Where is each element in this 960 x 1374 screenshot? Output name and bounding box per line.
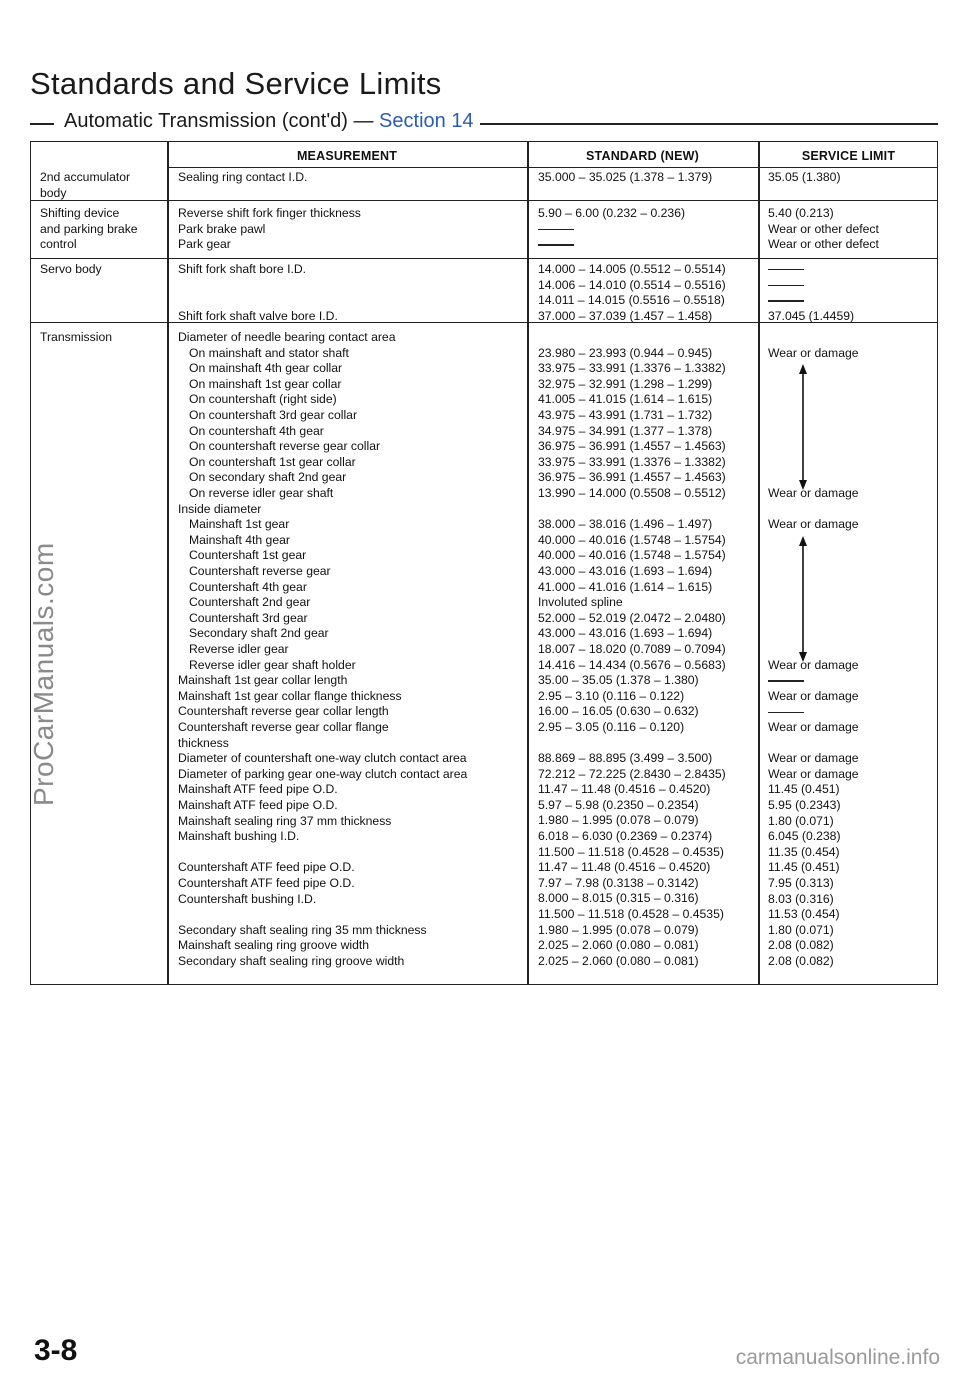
limit-shifting: 5.40 (0.213) Wear or other defect Wear or other defect bbox=[768, 206, 879, 252]
section-link[interactable]: Section 14 bbox=[379, 110, 474, 132]
measurement-needle-bearing-list: On mainshaft and stator shaft On mainshaft 4th gear collar On mainshaft 1st gear collar On countershaft (right side) On countershaft 3rd gear collar On countershaft 4th gear On countershaft reverse gear collar On countershaft 1st gear collar On secondary shaft 2nd gear On reverse idler gear shaft bbox=[189, 345, 381, 500]
header-rule bbox=[167, 167, 937, 168]
standard-inside-diameter: 38.000 – 38.016 (1.496 – 1.497) 40.000 – 40.016 (1.5748 – 1.5754) 40.000 – 40.016 (1.5748 – 1.5754) 43.000 – 43.016 (1.693 – 1.694) 41.000 – 41.016 (1.614 – 1.615) Involuted spline 52.000 – 52.019 (2.0472 – 2.0480) 43.000 – 43.016 (1.693 – 1.694) 18.007 – 18.020 (0.7089 – 0.7094) 14.416 – 14.434 (0.5676 – 0.5683) 35.00 – 35.05 (1.378 – 1.380) 2.95 – 3.10 (0.116 – 0.122) 16.00 – 16.05 (0.630 – 0.632) 2.95 – 3.05 (0.116 – 0.120) 88.869 – 88.895 (3.499 – 3.500) 72.212 – 72.225 (2.8430 – 2.8435) 11.47 – 11.48 (0.4516 – 0.4520) 5.97 – 5.98 (0.2350 – 0.2354) 1.980 – 1.995 (0.078 – 0.079) 6.018 – 6.030 (0.2369 – 0.2374) 11.500 – 11.518 (0.4528 – 0.4535) 11.47 – 11.48 (0.4516 – 0.4520) 7.97 – 7.98 (0.3138 – 0.3142) 8.000 – 8.015 (0.315 – 0.316) 11.500 – 11.518 (0.4528 – 0.4535) 1.980 – 1.995 (0.078 – 0.079) 2.025 – 2.060 (0.080 – 0.081) 2.025 – 2.060 (0.080 – 0.081) bbox=[538, 517, 726, 968]
limit-collar-flange: Wear or damage bbox=[768, 688, 859, 703]
standard-not-specified bbox=[538, 237, 574, 253]
limit-not-specified bbox=[768, 704, 804, 720]
standard-accumulator: 35.000 – 35.025 (1.378 – 1.379) bbox=[538, 170, 713, 184]
row-divider bbox=[31, 258, 937, 259]
component-accumulator: 2nd accumulator body bbox=[40, 170, 131, 200]
column-divider bbox=[527, 142, 529, 984]
standard-shifting: 5.90 – 6.00 (0.232 – 0.236) bbox=[538, 206, 686, 220]
header-standard: STANDARD (NEW) bbox=[586, 149, 699, 163]
measurement-shifting: Reverse shift fork finger thickness Park brake pawl Park gear bbox=[178, 206, 361, 252]
spec-table bbox=[30, 141, 938, 985]
limit-not-specified bbox=[768, 673, 804, 689]
component-transmission: Transmission bbox=[40, 330, 113, 344]
header-service-limit: SERVICE LIMIT bbox=[801, 149, 896, 163]
page-title: Standards and Service Limits bbox=[30, 66, 442, 101]
range-arrow-icon bbox=[796, 364, 810, 490]
column-divider bbox=[167, 142, 169, 984]
limit-not-specified bbox=[768, 293, 804, 309]
measurement-servo: Shift fork shaft bore I.D. Shift fork shaft valve bore I.D. bbox=[178, 262, 338, 323]
component-shifting-device: Shifting device and parking brake control bbox=[40, 206, 138, 252]
subtitle-text: Automatic Transmission (cont'd) — bbox=[64, 110, 374, 132]
measurement-accumulator: Sealing ring contact I.D. bbox=[178, 170, 308, 184]
section-subtitle bbox=[30, 110, 938, 136]
footer-site-link[interactable]: carmanualsonline.info bbox=[735, 1346, 940, 1369]
limit-not-specified bbox=[768, 262, 804, 278]
measurement-inside-diameter-heading: Inside diameter bbox=[178, 501, 262, 516]
header-measurement: MEASUREMENT bbox=[296, 149, 398, 163]
measurement-needle-bearing-heading: Diameter of needle bearing contact area bbox=[178, 330, 396, 344]
limit-wear-damage-top-2: Wear or damage bbox=[768, 517, 859, 532]
limit-reverse-collar-flange: Wear or damage bbox=[768, 720, 859, 734]
standard-needle-bearing: 23.980 – 23.993 (0.944 – 0.945) 33.975 – 33.991 (1.3376 – 1.3382) 32.975 – 32.991 (1.298 – 1.299) 41.005 – 41.015 (1.614 – 1.615) 43.975 – 43.991 (1.731 – 1.732) 34.975 – 34.991 (1.377 – 1.378) 36.975 – 36.991 (1.4557 – 1.4563) 33.975 – 33.991 (1.3376 – 1.3382) 36.975 – 36.991 (1.4557 – 1.4563) 13.990 – 14.000 (0.5508 – 0.5512) bbox=[538, 345, 726, 500]
subtitle-rule-left bbox=[30, 123, 54, 125]
measurement-remaining-list: Mainshaft 1st gear collar length Mainshaft 1st gear collar flange thickness Countershaft reverse gear collar length Countershaft reverse gear collar flange thickness Diameter of countershaft one-way clutch contact area Diameter of parking gear one-way clutch contact area Mainshaft ATF feed pipe O.D. Mainshaft ATF feed pipe O.D. Mainshaft sealing ring 37 mm thickness Mainshaft bushing I.D. Countershaft ATF feed pipe O.D. Countershaft ATF feed pipe O.D. Countershaft bushing I.D. Secondary shaft sealing ring 35 mm thickness Mainshaft sealing ring groove width Secondary shaft sealing ring groove width bbox=[178, 673, 468, 968]
page-number: 3-8 bbox=[34, 1334, 78, 1367]
range-arrow-icon bbox=[796, 536, 810, 662]
standard-not-specified bbox=[538, 222, 574, 238]
component-servo-body: Servo body bbox=[40, 262, 102, 276]
limit-wear-damage-bottom-1: Wear or damage bbox=[768, 486, 859, 500]
limit-accumulator: 35.05 (1.380) bbox=[768, 170, 841, 184]
measurement-inside-diameter-list: Mainshaft 1st gear Mainshaft 4th gear Countershaft 1st gear Countershaft reverse gear Countershaft 4th gear Countershaft 2nd gear Countershaft 3rd gear Secondary shaft 2nd gear Reverse idler gear Reverse idler gear shaft holder bbox=[189, 517, 356, 672]
limit-servo-valve: 37.045 (1.4459) bbox=[768, 308, 855, 323]
watermark: ProCarManuals.com bbox=[28, 542, 59, 806]
subtitle-rule-right bbox=[450, 123, 938, 125]
limit-remaining: Wear or damage Wear or damage 11.45 (0.451) 5.95 (0.2343) 1.80 (0.071) 6.045 (0.238) 11.35 (0.454) 11.45 (0.451) 7.95 (0.313) 8.03 (0.316) 11.53 (0.454) 1.80 (0.071) 2.08 (0.082) 2.08 (0.082) bbox=[768, 751, 859, 968]
standard-servo: 14.000 – 14.005 (0.5512 – 0.5514) 14.006 – 14.010 (0.5514 – 0.5516) 14.011 – 14.015 (0.5516 – 0.5518) 37.000 – 37.039 (1.457 – 1.458) bbox=[538, 262, 726, 323]
limit-not-specified bbox=[768, 278, 804, 294]
subtitle-label bbox=[58, 110, 480, 133]
row-divider bbox=[31, 200, 937, 201]
limit-wear-damage-bottom-2: Wear or damage bbox=[768, 657, 859, 672]
column-divider bbox=[758, 142, 760, 984]
limit-wear-damage-top-1: Wear or damage bbox=[768, 345, 859, 360]
